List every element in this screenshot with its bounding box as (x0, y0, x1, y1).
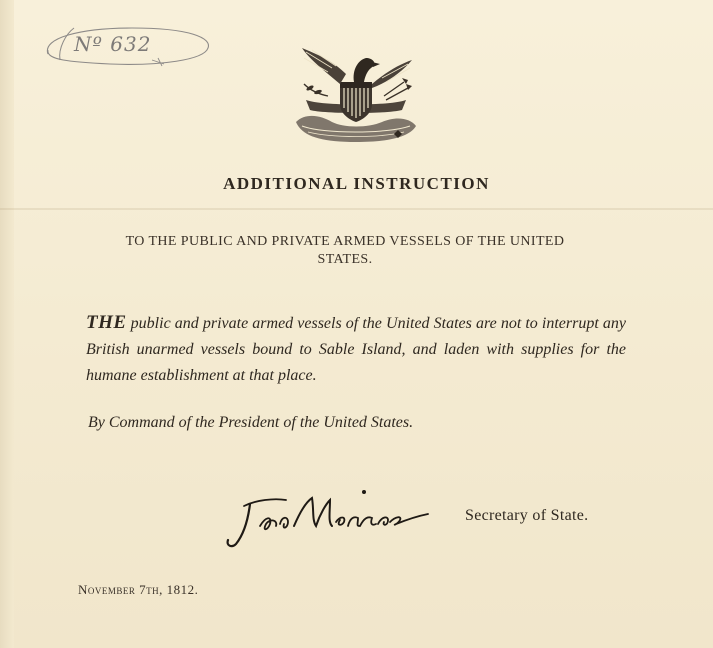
command-line: By Command of the President of the United States. (88, 414, 414, 431)
instruction-body (86, 310, 626, 389)
eagle-seal-icon (292, 42, 420, 144)
secretary-title: Secretary of State. (465, 507, 589, 524)
manuscript-number (40, 24, 212, 68)
document-subtitle: TO THE PUBLIC AND PRIVATE ARMED VESSELS OF THE UNITED STATES. (125, 234, 565, 267)
manuscript-number-text: Nº 632 (74, 32, 152, 56)
paper-fold (0, 208, 713, 210)
body-lead-word: THE (86, 312, 127, 333)
handwritten-signature (222, 486, 436, 552)
document-title: ADDITIONAL INSTRUCTION (223, 174, 490, 193)
document-date: November 7th, 1812. (78, 582, 199, 597)
body-text: public and private armed vessels of the United States are not to interrupt any British unarmed vessels bound to Sable Island, and laden with supplies for the humane establishment at that place. (86, 315, 627, 384)
